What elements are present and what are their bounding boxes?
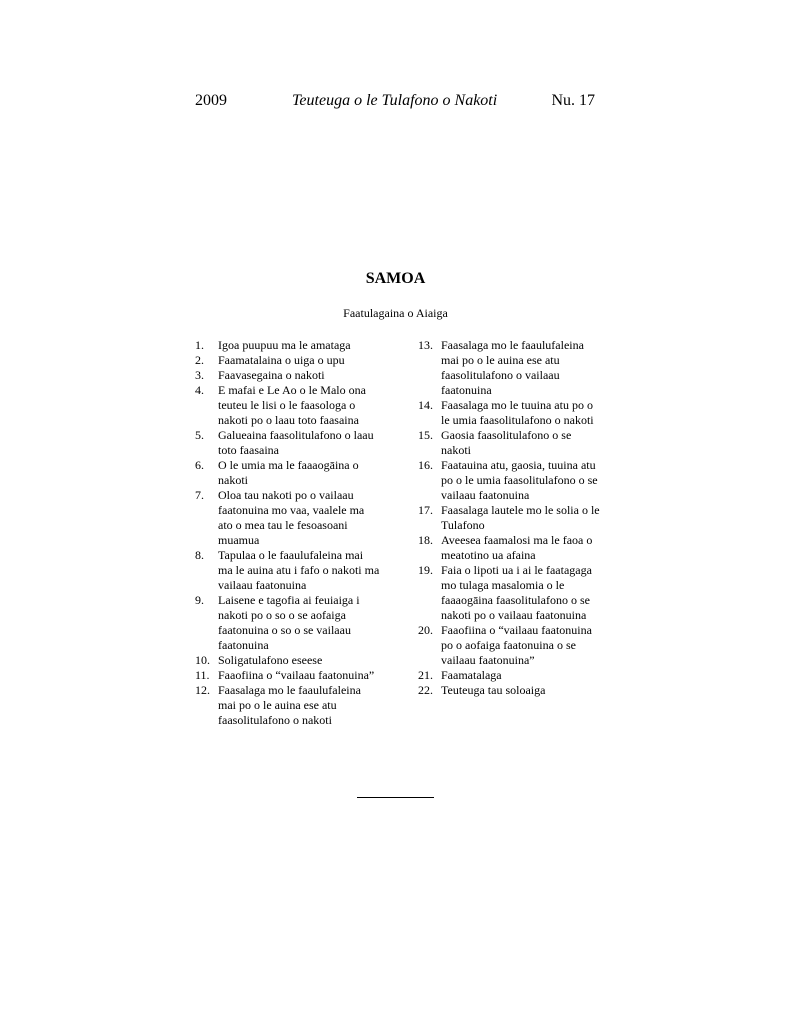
contents-item bbox=[418, 503, 603, 533]
item-text: Oloa tau nakoti po o vailaau faatonuina mo vaa, vaalele ma ato o mea tau le fesoasoani muamua bbox=[218, 488, 365, 547]
item-number: 1. bbox=[195, 338, 204, 352]
item-number: 15. bbox=[418, 428, 433, 442]
contents-item bbox=[195, 653, 380, 668]
contents-item bbox=[418, 668, 603, 683]
item-text: Galueaina faasolitulafono o laau toto faasaina bbox=[218, 428, 374, 457]
contents-item bbox=[418, 458, 603, 503]
contents-heading: Faatulagaina o Aiaiga bbox=[343, 306, 448, 320]
contents-item bbox=[418, 683, 603, 698]
item-number: 10. bbox=[195, 653, 210, 667]
contents-item bbox=[195, 683, 380, 728]
item-number: 9. bbox=[195, 593, 204, 607]
contents-item bbox=[418, 533, 603, 563]
item-text: Faatauina atu, gaosia, tuuina atu po o le umia faasolitulafono o se vailaau faatonuina bbox=[441, 458, 598, 502]
item-number: 16. bbox=[418, 458, 433, 472]
item-text: Tapulaa o le faaulufaleina mai ma le auina atu i fafo o nakoti ma vailaau faatonuina bbox=[218, 548, 380, 592]
item-text: Faaofiina o “vailaau faatonuina po o aofaiga faatonuina o se vailaau faatonuina” bbox=[441, 623, 592, 667]
item-text: Faasalaga mo le faaulufaleina mai po o le auina ese atu faasolitulafono o nakoti bbox=[218, 683, 361, 727]
item-text: Aveesea faamalosi ma le faoa o meatotino ua afaina bbox=[441, 533, 593, 562]
item-number: 20. bbox=[418, 623, 433, 637]
section-divider bbox=[357, 797, 434, 798]
contents-item bbox=[418, 428, 603, 458]
contents-item bbox=[195, 338, 380, 353]
contents-list-right bbox=[418, 338, 603, 698]
contents-item bbox=[418, 623, 603, 668]
contents-item bbox=[195, 353, 380, 368]
contents-item bbox=[195, 428, 380, 458]
item-number: 12. bbox=[195, 683, 210, 697]
contents-item bbox=[418, 338, 603, 398]
item-text: Faasalaga mo le tuuina atu po o le umia faasolitulafono o nakoti bbox=[441, 398, 594, 427]
item-text: Faavasegaina o nakoti bbox=[218, 368, 325, 382]
item-text: Faasalaga mo le faaulufaleina mai po o le auina ese atu faasolitulafono o vailaau faatonuina bbox=[441, 338, 584, 397]
item-text: Faia o lipoti ua i ai le faatagaga mo tulaga masalomia o le faaaogāina faasolitulafono o se nakoti po o vailaau faatonuina bbox=[441, 563, 592, 622]
item-number: 21. bbox=[418, 668, 433, 682]
item-number: 11. bbox=[195, 668, 210, 682]
item-text: Faamatalaina o uiga o upu bbox=[218, 353, 345, 367]
header-title: Teuteuga o le Tulafono o Nakoti bbox=[292, 92, 498, 109]
header-year: 2009 bbox=[195, 92, 227, 109]
item-text: E mafai e Le Ao o le Malo ona teuteu le lisi o le faasologa o nakoti po o laau toto faasaina bbox=[218, 383, 366, 427]
contents-item bbox=[195, 368, 380, 383]
item-text: Soligatulafono eseese bbox=[218, 653, 323, 667]
item-text: Laisene e tagofia ai feuiaiga i nakoti po o so o se aofaiga faatonuina o so o se vailaau faatonuina bbox=[218, 593, 360, 652]
country-heading: SAMOA bbox=[365, 270, 426, 287]
item-number: 4. bbox=[195, 383, 204, 397]
item-number: 3. bbox=[195, 368, 204, 382]
contents-item bbox=[195, 668, 380, 683]
item-number: 19. bbox=[418, 563, 433, 577]
header-act-number: Nu. 17 bbox=[551, 92, 595, 109]
item-number: 22. bbox=[418, 683, 433, 697]
item-number: 17. bbox=[418, 503, 433, 517]
item-number: 8. bbox=[195, 548, 204, 562]
item-number: 6. bbox=[195, 458, 204, 472]
item-text: Gaosia faasolitulafono o se nakoti bbox=[441, 428, 572, 457]
item-number: 14. bbox=[418, 398, 433, 412]
contents-item bbox=[195, 383, 380, 428]
contents-list-left bbox=[195, 338, 380, 728]
contents-item bbox=[418, 563, 603, 623]
item-text: Faasalaga lautele mo le solia o le Tulafono bbox=[441, 503, 600, 532]
contents-item bbox=[195, 488, 380, 548]
item-number: 2. bbox=[195, 353, 204, 367]
item-number: 18. bbox=[418, 533, 433, 547]
item-text: Faaofiina o “vailaau faatonuina” bbox=[218, 668, 375, 682]
contents-item bbox=[195, 458, 380, 488]
page-header bbox=[195, 92, 595, 114]
item-number: 5. bbox=[195, 428, 204, 442]
item-text: Igoa puupuu ma le amataga bbox=[218, 338, 351, 352]
contents-item bbox=[195, 548, 380, 593]
item-number: 13. bbox=[418, 338, 433, 352]
item-text: O le umia ma le faaaogāina o nakoti bbox=[218, 458, 359, 487]
contents-item bbox=[195, 593, 380, 653]
item-number: 7. bbox=[195, 488, 204, 502]
item-text: Faamatalaga bbox=[441, 668, 502, 682]
item-text: Teuteuga tau soloaiga bbox=[441, 683, 546, 697]
contents-item bbox=[418, 398, 603, 428]
